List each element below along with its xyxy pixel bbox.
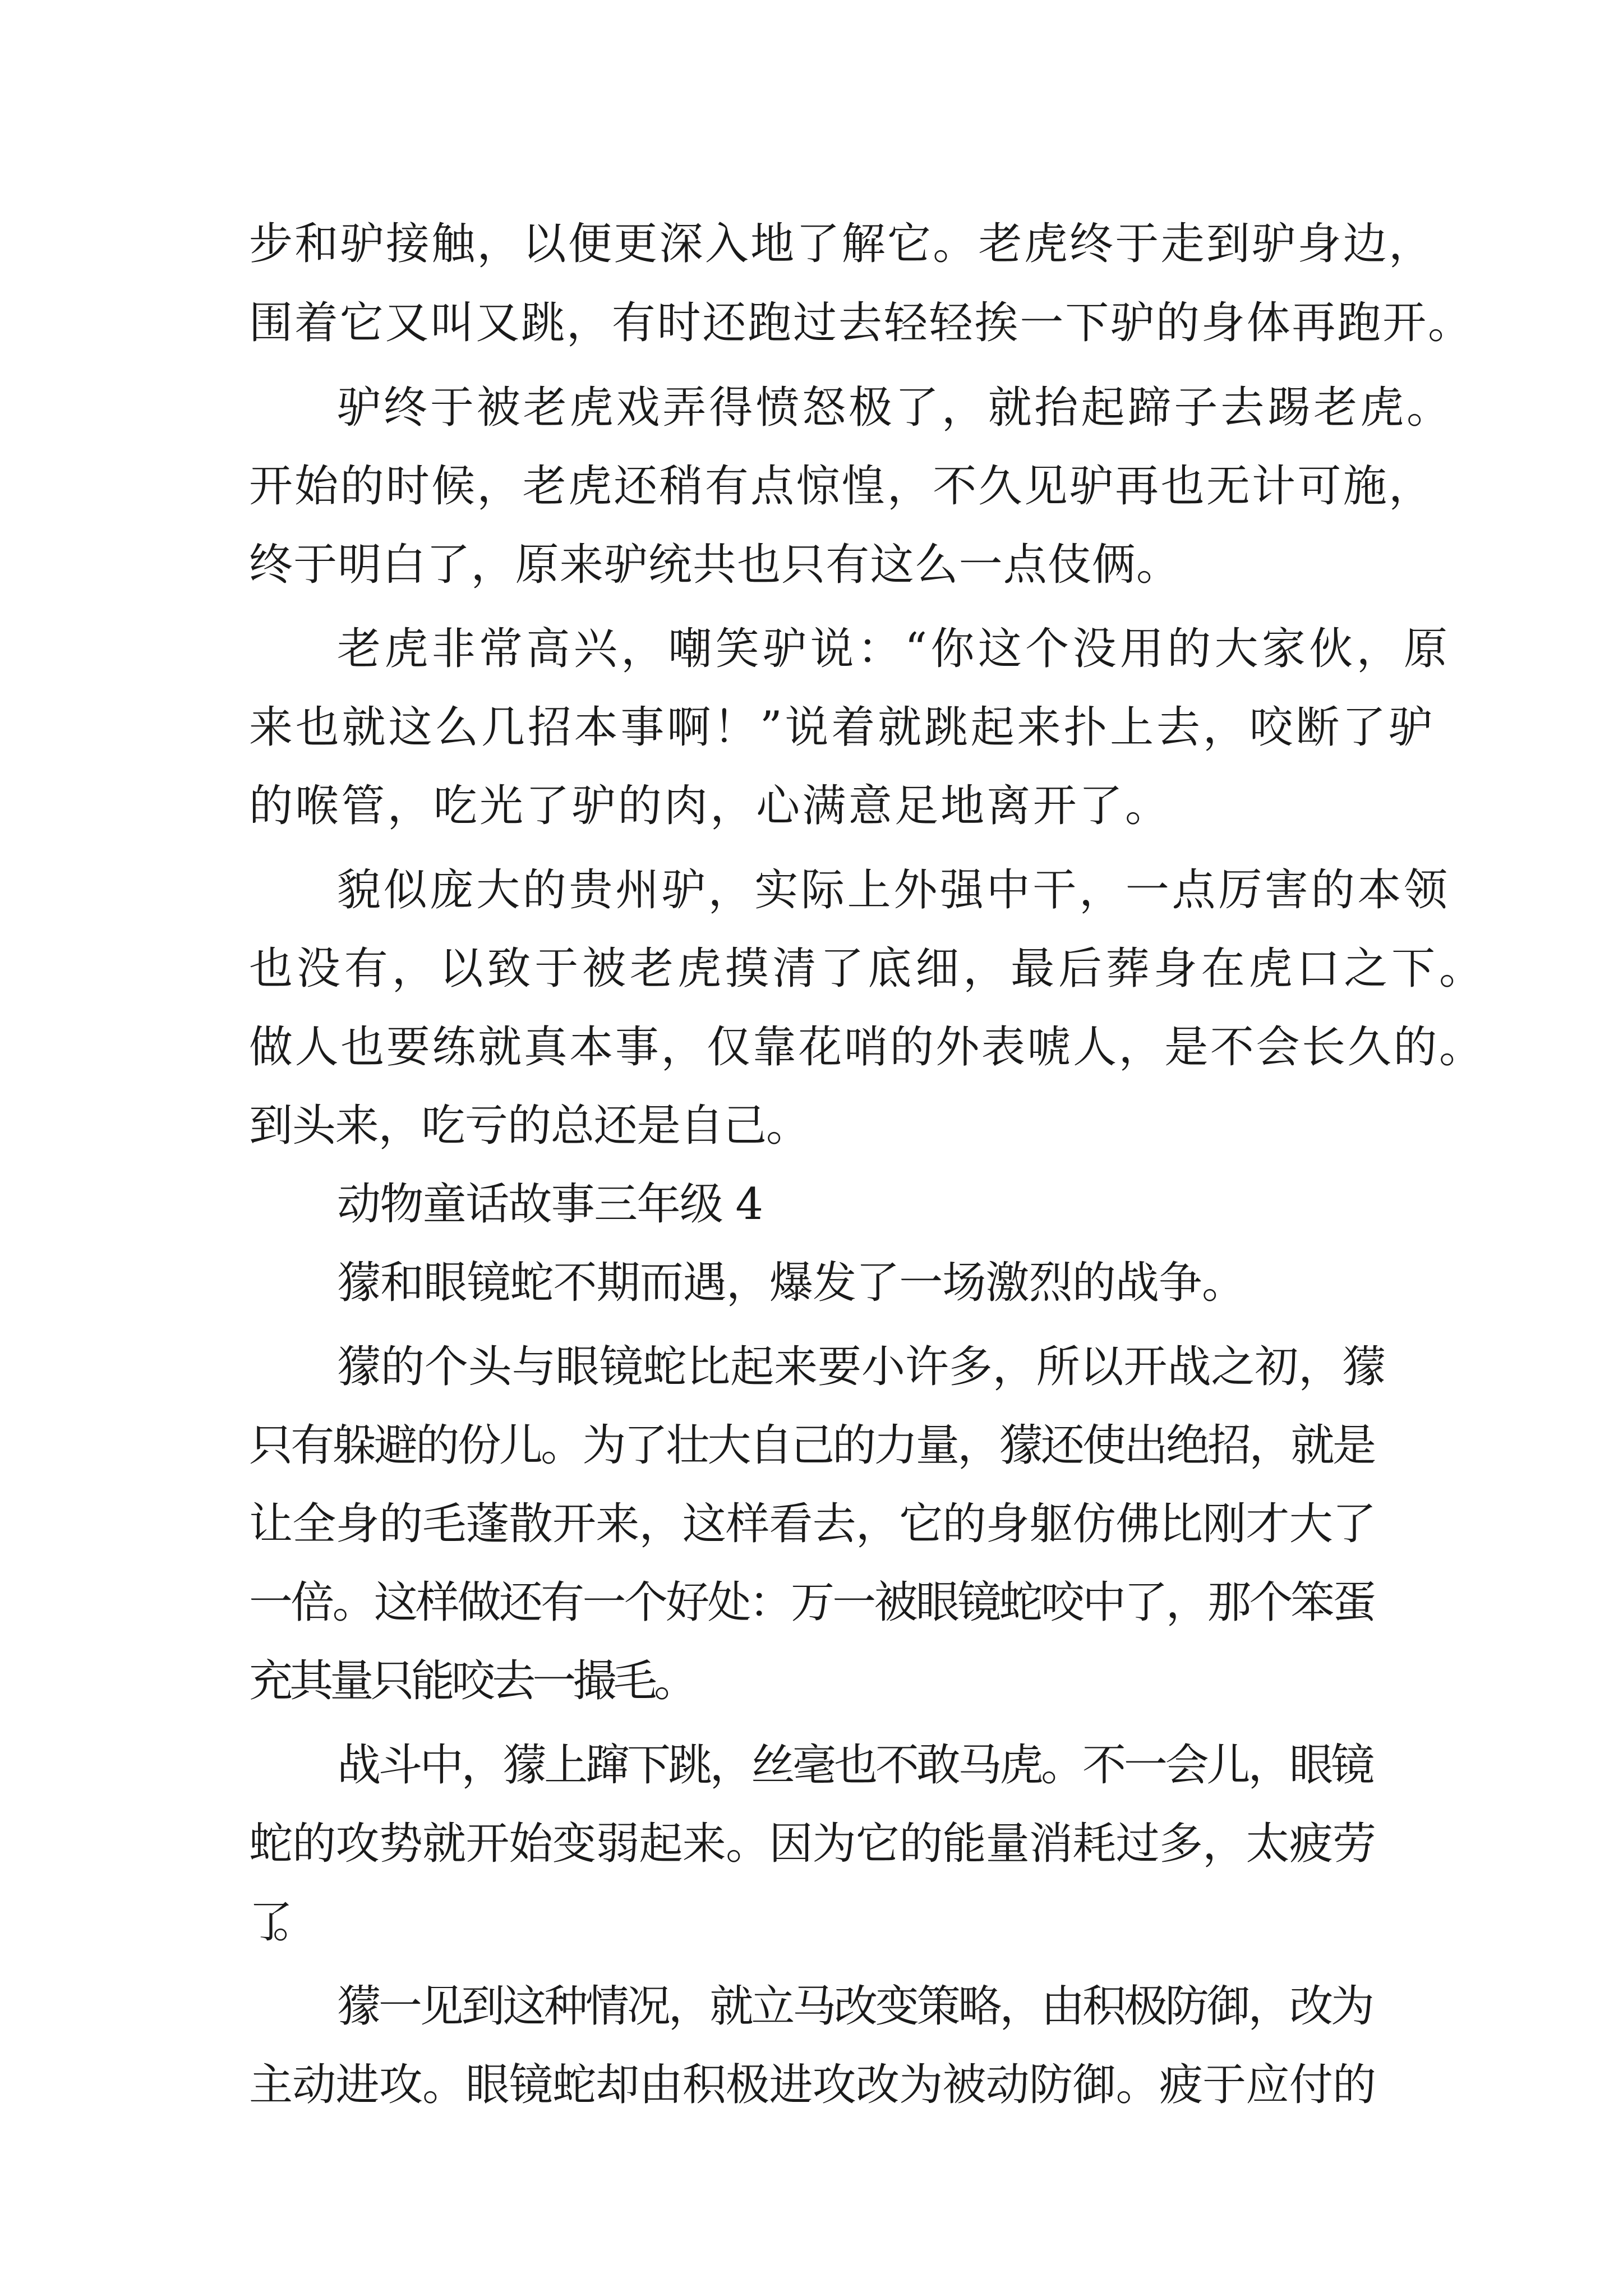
text-line: 獴的个头与眼镜蛇比起来要小许多，所以开战之初，獴	[337, 1342, 1386, 1392]
text-line: 充其量只能咬去一撮毛。	[249, 1656, 695, 1706]
text-line: 蛇的攻势就开始变弱起来。因为它的能量消耗过多，太疲劳	[249, 1819, 1376, 1869]
text-line: 獴和眼镜蛇不期而遇，爆发了一场激烈的战争。	[337, 1258, 1246, 1308]
text-line: 貌似庞大的贵州驴，实际上外强中干，一点厉害的本领	[337, 865, 1450, 915]
text-line: 战斗中，獴上蹿下跳，丝毫也不敢马虎。不一会儿，眼镜	[337, 1740, 1372, 1791]
text-line: 围着它又叫又跳，有时还跑过去轻轻挨一下驴的身体再跑开。	[249, 298, 1473, 348]
text-line: 驴终于被老虎戏弄得愤怒极了，就抬起蹄子去踢老虎。	[337, 383, 1453, 433]
text-line: 终于明白了，原来驴统共也只有这么一点伎俩。	[249, 540, 1181, 590]
text-line: 让全身的毛蓬散开来，这样看去，它的身躯仿佛比刚才大了	[249, 1499, 1376, 1549]
text-line: 做人也要练就真本事，仅靠花哨的外表唬人，是不会长久的。	[249, 1022, 1485, 1073]
text-line: 一倍。这样做还有一个好处：万一被眼镜蛇咬中了，那个笨蛋	[249, 1577, 1375, 1628]
text-line: 獴一见到这种情况，就立马改变策略，由积极防御，改为	[337, 1981, 1372, 2032]
text-line: 了。	[249, 1897, 296, 1948]
text-line: 步和驴接触，以便更深入地了解它。老虎终于走到驴身边，	[249, 219, 1435, 269]
text-line: 也没有，以致于被老虎摸清了底细，最后葬身在虎口之下。	[249, 944, 1487, 994]
section-heading: 动物童话故事三年级 4	[337, 1179, 763, 1230]
text-line: 开始的时候，老虎还稍有点惊惶，不久见驴再也无计可施，	[249, 461, 1435, 512]
text-line: 到头来，吃亏的总还是自己。	[249, 1101, 809, 1151]
text-line: 来也就这么几招本事啊！”说着就跳起来扑上去，咬断了驴	[249, 702, 1435, 753]
text-line: 老虎非常高兴，嘲笑驴说：“你这个没用的大家伙，原	[337, 624, 1451, 674]
text-line: 主动进攻。眼镜蛇却由积极进攻改为被动防御。疲于应付的	[249, 2060, 1376, 2110]
text-line: 的喉管，吃光了驴的肉，心满意足地离开了。	[249, 781, 1172, 831]
text-line: 只有躲避的份儿。为了壮大自己的力量，獴还使出绝招，就是	[249, 1420, 1375, 1471]
